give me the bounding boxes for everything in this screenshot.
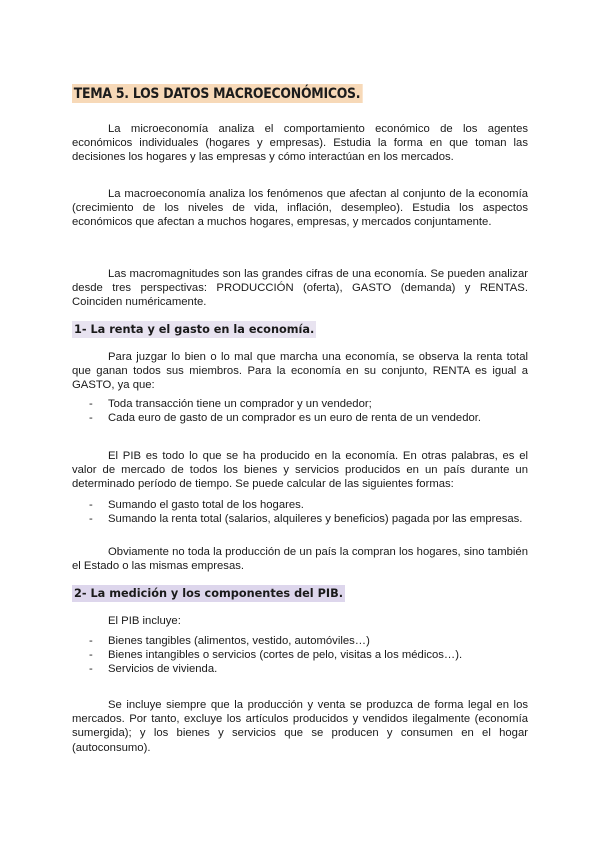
section-2-heading — [72, 585, 345, 602]
paragraph-text: Las macromagnitudes son las grandes cifras de una economía. Se pueden analizar desde tres perspectivas: PRODUCCIÓN (oferta), GASTO (demanda) y RENTAS. Coinciden numéricamente. — [72, 268, 528, 309]
list-item — [72, 512, 528, 526]
list-item — [72, 411, 528, 425]
dash-bullet: - — [89, 649, 93, 662]
section-2-heading-text: 2- La medición y los componentes del PIB. — [74, 587, 344, 600]
section-1-paragraph-3 — [72, 545, 528, 573]
intro-paragraph-macro — [72, 187, 528, 230]
dash-bullet: - — [89, 499, 93, 511]
section-1-heading-text: 1- La renta y el gasto en la economía. — [74, 323, 315, 336]
list-item-text: Sumando el gasto total de los hogares. — [108, 499, 304, 511]
intro-paragraph-micro — [72, 122, 528, 165]
paragraph-text: El PIB es todo lo que se ha producido en la economía. En otras palabras, es el valor de mercado de todos los bienes y servicios producidos en un país durante un determinado período de tiempo. Se puede calcular de las siguientes formas: — [72, 450, 528, 491]
list-item-text: Servicios de vivienda. — [108, 663, 218, 676]
list-item-text: Cada euro de gasto de un comprador es un euro de renta de un vendedor. — [108, 412, 482, 425]
section-2-list — [72, 634, 528, 677]
dash-bullet: - — [89, 398, 93, 410]
list-item-text: Toda transacción tiene un comprador y un vendedor; — [108, 398, 372, 410]
section-1-list-2 — [72, 498, 528, 526]
section-1-paragraph-1 — [72, 350, 528, 393]
dash-bullet: - — [89, 513, 93, 526]
section-1-paragraph-2 — [72, 449, 528, 492]
paragraph-text: Obviamente no toda la producción de un país la compran los hogares, sino también el Estado o las mismas empresas. — [72, 546, 528, 573]
paragraph-text: Para juzgar lo bien o lo mal que marcha una economía, se observa la renta total que ganan todos sus miembros. Para la economía en su conjunto, RENTA es igual a GASTO, ya que: — [72, 351, 528, 392]
section-1-heading — [72, 321, 316, 338]
dash-bullet: - — [89, 635, 93, 647]
list-item — [72, 634, 528, 648]
title-container — [72, 84, 410, 103]
list-item-text: Bienes tangibles (alimentos, vestido, automóviles…) — [108, 635, 370, 647]
dash-bullet: - — [89, 412, 93, 425]
paragraph-text: La microeconomía analiza el comportamiento económico de los agentes económicos individuales (hogares y empresas). Estudia la forma en que toman las decisiones los hogares y las empresas y cómo interactúan en los mercados. — [72, 123, 528, 164]
list-item — [72, 397, 528, 411]
paragraph-text: La macroeconomía analiza los fenómenos que afectan al conjunto de la economía (crecimiento de los niveles de vida, inflación, desempleo). Estudia los aspectos económicos que afectan a muchos hogares, empresas, y mercados conjuntamente. — [72, 188, 528, 229]
section-2-intro — [72, 614, 528, 628]
page-title: TEMA 5. LOS DATOS MACROECONÓMICOS. — [72, 84, 363, 103]
section-1-list-1 — [72, 397, 528, 425]
intro-paragraph-macromagnitudes — [72, 267, 528, 310]
list-item — [72, 498, 528, 512]
paragraph-text: El PIB incluye: — [108, 615, 181, 627]
list-item-text: Bienes intangibles o servicios (cortes de pelo, visitas a los médicos…). — [108, 649, 463, 662]
section-2-paragraph — [72, 698, 528, 755]
dash-bullet: - — [89, 663, 93, 676]
list-item — [72, 662, 528, 676]
paragraph-text: Se incluye siempre que la producción y venta se produzca de forma legal en los mercados. Por tanto, excluye los artículos producidos y vendidos ilegalmente (economía sumergida); y los bienes y servicios que se producen y consumen en el hogar (autoconsumo). — [72, 699, 528, 754]
list-item — [72, 648, 528, 662]
list-item-text: Sumando la renta total (salarios, alquileres y beneficios) pagada por las empresas. — [108, 513, 523, 526]
